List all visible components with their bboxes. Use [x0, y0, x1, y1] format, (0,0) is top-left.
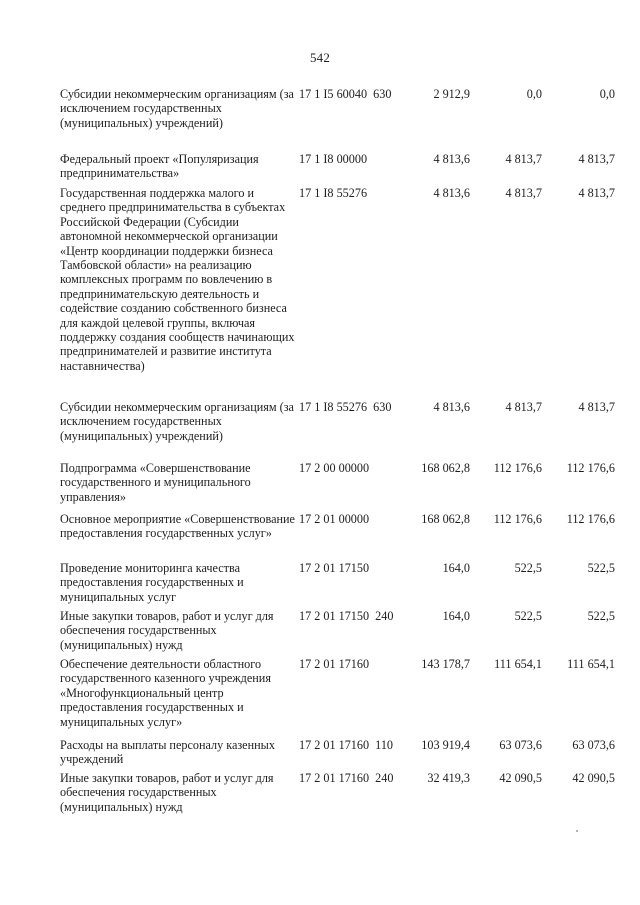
row-value-2021: 4 813,7 — [505, 152, 542, 166]
row-value-2020: 103 919,4 — [421, 738, 470, 752]
row-code: 17 1 I8 00000 — [299, 152, 368, 166]
row-code: 17 2 01 17160 — [299, 657, 370, 671]
row-value-2020: 168 062,8 — [421, 512, 470, 526]
row-value-2022: 4 813,7 — [578, 152, 615, 166]
row-value-2022: 112 176,6 — [566, 512, 615, 526]
row-value-2020: 4 813,6 — [433, 400, 470, 414]
row-code: 17 1 I8 55276 630 — [299, 400, 392, 414]
row-description: Государственная поддержка малого и среднего предпринимательства в субъектах Российской Федерации (Субсидии автономной некоммерческой организации «Центр координации поддержки бизнеса Тамбовской области» на реализацию комплексных программ по вовлечению в предпринимательскую деятельность и содействие созданию собственного бизнеса для каждой целевой группы, включая поддержку создания сообществ начинающих предпринимателей и развитие института наставничества) — [60, 186, 295, 373]
row-value-2020: 2 912,9 — [433, 87, 470, 101]
row-description: Проведение мониторинга качества предоставления государственных и муниципальных услуг — [60, 561, 244, 604]
row-description: Иные закупки товаров, работ и услуг для обеспечения государственных (муниципальных) нужд — [60, 771, 274, 814]
row-value-2022: 42 090,5 — [572, 771, 615, 785]
row-code: 17 1 I8 55276 — [299, 186, 368, 200]
row-value-2021: 112 176,6 — [493, 512, 542, 526]
row-code: 17 2 01 17150 — [299, 561, 370, 575]
row-value-2022: 522,5 — [587, 561, 615, 575]
row-code: 17 2 01 17150 240 — [299, 609, 394, 623]
row-value-2020: 32 419,3 — [427, 771, 470, 785]
row-value-2022: 4 813,7 — [578, 400, 615, 414]
row-value-2020: 4 813,6 — [433, 152, 470, 166]
row-value-2020: 143 178,7 — [421, 657, 470, 671]
row-code: 17 2 01 00000 — [299, 512, 370, 526]
row-value-2021: 42 090,5 — [499, 771, 542, 785]
row-description: Подпрограмма «Совершенствование государственного и муниципального управления» — [60, 461, 251, 504]
row-value-2021: 63 073,6 — [499, 738, 542, 752]
row-value-2022: 63 073,6 — [572, 738, 615, 752]
row-value-2020: 168 062,8 — [421, 461, 470, 475]
row-description: Обеспечение деятельности областного государственного казенного учреждения «Многофункциональный центр предоставления государственных и муниципальных услуг» — [60, 657, 271, 729]
row-code: 17 2 01 17160 240 — [299, 771, 394, 785]
row-value-2021: 112 176,6 — [493, 461, 542, 475]
row-description: Иные закупки товаров, работ и услуг для обеспечения государственных (муниципальных) нужд — [60, 609, 274, 652]
row-value-2020: 4 813,6 — [433, 186, 470, 200]
row-description: Субсидии некоммерческим организациям (за исключением государственных (муниципальных) учреждений) — [60, 87, 294, 130]
row-value-2021: 0,0 — [526, 87, 542, 101]
row-description: Основное мероприятие «Совершенствование предоставления государственных услуг» — [60, 512, 295, 541]
row-value-2022: 0,0 — [599, 87, 615, 101]
scan-artifact-dot — [576, 830, 578, 832]
row-value-2021: 522,5 — [514, 561, 542, 575]
row-value-2021: 111 654,1 — [494, 657, 542, 671]
page-number: 542 — [309, 50, 331, 65]
row-code: 17 2 00 00000 — [299, 461, 370, 475]
row-value-2022: 522,5 — [587, 609, 615, 623]
row-value-2022: 4 813,7 — [578, 186, 615, 200]
row-value-2020: 164,0 — [442, 609, 470, 623]
row-value-2020: 164,0 — [442, 561, 470, 575]
row-value-2021: 4 813,7 — [505, 400, 542, 414]
row-value-2022: 111 654,1 — [567, 657, 615, 671]
row-code: 17 1 I5 60040 630 — [299, 87, 392, 101]
row-value-2022: 112 176,6 — [566, 461, 615, 475]
row-description: Субсидии некоммерческим организациям (за исключением государственных (муниципальных) учреждений) — [60, 400, 294, 443]
row-value-2021: 522,5 — [514, 609, 542, 623]
row-code: 17 2 01 17160 110 — [299, 738, 394, 752]
row-description: Расходы на выплаты персоналу казенных учреждений — [60, 738, 275, 767]
row-description: Федеральный проект «Популяризация предпринимательства» — [60, 152, 259, 181]
row-value-2021: 4 813,7 — [505, 186, 542, 200]
